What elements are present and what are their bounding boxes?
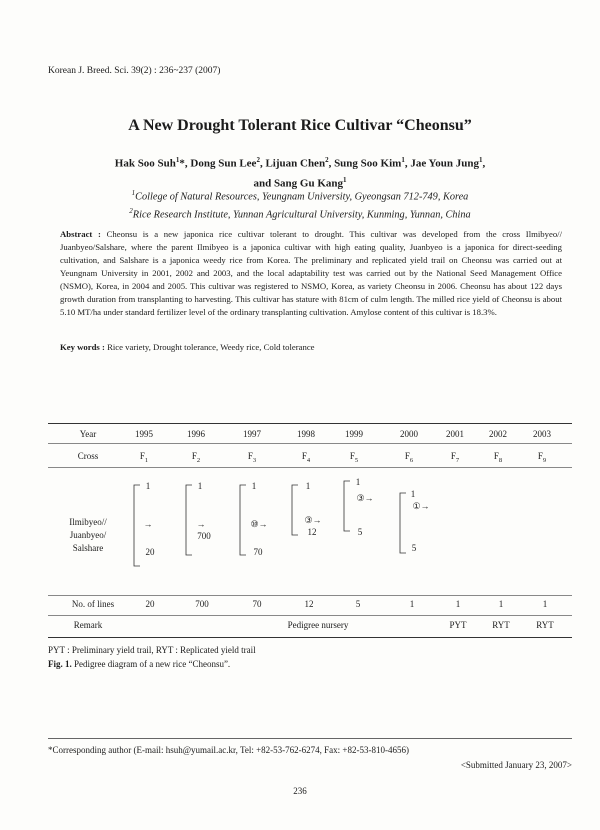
lines-cell: 20 bbox=[145, 599, 155, 609]
submission-date: <Submitted January 23, 2007> bbox=[460, 760, 572, 770]
pedigree-top: 1 bbox=[305, 481, 311, 491]
remark-cell: PYT bbox=[449, 620, 467, 630]
corresponding-author-footnote: *Corresponding author (E-mail: hsuh@yumail.ac.kr, Tel: +82-53-762-6274, Fax: +82-53-810-4656) bbox=[48, 745, 409, 755]
year-label: Year bbox=[79, 429, 97, 439]
year-cell: 1995 bbox=[135, 429, 153, 439]
year-cell: 2001 bbox=[446, 429, 464, 439]
lines-cell: 5 bbox=[355, 599, 361, 609]
pedigree-bottom: 5 bbox=[357, 527, 363, 537]
bracket bbox=[292, 485, 298, 535]
author: Lijuan Chen bbox=[265, 157, 326, 170]
generation-cell: $F_3$ bbox=[247, 451, 257, 464]
pedigree-bottom: 70 bbox=[253, 547, 263, 557]
lines-cell: 70 bbox=[252, 599, 262, 609]
keywords-label: Key words : bbox=[60, 342, 105, 352]
pedigree-top: 1 bbox=[410, 489, 416, 499]
cross-label: Cross bbox=[77, 451, 99, 461]
figure-caption bbox=[48, 659, 230, 669]
lines-cell: 700 bbox=[195, 599, 209, 609]
figure-caption-text: Pedigree diagram of a new rice “Cheonsu”. bbox=[74, 659, 231, 669]
remark-pedigree: Pedigree nursery bbox=[287, 620, 349, 630]
lines-cell: 1 bbox=[409, 599, 415, 609]
year-cell: 1997 bbox=[243, 429, 261, 439]
pedigree-arrow: ⑩→ bbox=[250, 519, 268, 529]
remark-cell: RYT bbox=[536, 620, 554, 630]
year-cell: 2003 bbox=[533, 429, 551, 439]
year-cell: 2000 bbox=[400, 429, 418, 439]
remark-cell: RYT bbox=[492, 620, 510, 630]
author: Dong Sun Lee bbox=[190, 157, 257, 170]
paper-title: A New Drought Tolerant Rice Cultivar “Cheonsu” bbox=[128, 117, 472, 134]
keywords bbox=[60, 342, 315, 352]
generation-cell: $F_6$ bbox=[404, 451, 414, 464]
generation-cell: $F_1$ bbox=[139, 451, 149, 464]
remark-label: Remark bbox=[73, 620, 103, 630]
author-list: Hak Soo Suh$^1$*, Dong Sun Lee$^2$, Lijuan Chen$^2$, Sung Soo Kim$^1$, Jae Youn Jung$^1$, and Sang Gu Kang$^1$ bbox=[114, 156, 486, 190]
year-cell: 1999 bbox=[345, 429, 363, 439]
lines-cell: 1 bbox=[455, 599, 461, 609]
figure-caption-label: Fig. 1. bbox=[48, 659, 72, 669]
figure-abbreviations: PYT : Preliminary yield trail, RYT : Replicated yield trail bbox=[48, 645, 256, 655]
author: Hak Soo Suh bbox=[114, 157, 176, 170]
lines-label: No. of lines bbox=[71, 599, 115, 609]
pedigree-arrow: → bbox=[196, 519, 206, 529]
abstract-label: Abstract : bbox=[60, 229, 101, 239]
pedigree-top: 1 bbox=[251, 481, 257, 491]
pedigree-bottom: 12 bbox=[307, 527, 317, 537]
lines-cell: 12 bbox=[304, 599, 314, 609]
abstract bbox=[60, 228, 562, 319]
pedigree-arrow: ③→ bbox=[356, 493, 374, 503]
pedigree-bottom: 5 bbox=[411, 543, 417, 553]
affiliation: $^2$Rice Research Institute, Yunnan Agricultural University, Kunming, Yunnan, China bbox=[129, 207, 471, 221]
generation-cell: $F_8$ bbox=[493, 451, 503, 464]
generation-cell: $F_4$ bbox=[301, 451, 311, 464]
bracket bbox=[344, 481, 350, 531]
pedigree-arrow: → bbox=[143, 519, 153, 529]
abstract-text: Cheonsu is a new japonica rice cultivar tolerant to drought. This cultivar was developed from the cross Ilmibyeo// Juanbyeo/Salshare, where the parent Ilmibyeo is a japonica cultivar with high eating quality, Juanbyeo is a japonica for direct-seeding cultivation, and Salshare is a japonica weedy rice from Korea. The preliminary and replicated yield trail on Cheonsu was carried out at Yeungnam University in 2001, 2002 and 2003, and the local adaptability test was carried out by the National Seed Management Office (NSMO), Korea, in 2004 and 2005. This cultivar was registered to NSMO, Korea, as variety Cheonsu in 2006. Cheonsu has about 122 days growth duration from transplanting to harvesting. This cultivar has stature with 81cm of culm length. The milled rice yield of Cheonsu is about 5.10 MT/ha under standard fertilizer level of the ordinary transplanting cultivation. Amylose content of this cultivar is 18.3%. bbox=[60, 229, 562, 317]
author: and Sang Gu Kang bbox=[253, 177, 344, 190]
year-cell: 1996 bbox=[187, 429, 205, 439]
affiliations bbox=[60, 186, 540, 223]
generation-cell: $F_9$ bbox=[537, 451, 547, 464]
keywords-text: Rice variety, Drought tolerance, Weedy rice, Cold tolerance bbox=[107, 342, 315, 352]
pedigree-bottom: 20 bbox=[145, 547, 155, 557]
footnote-rule bbox=[48, 738, 572, 739]
journal-citation: Korean J. Breed. Sci. 39(2) : 236~237 (2007) bbox=[48, 66, 221, 76]
lines-cell: 1 bbox=[542, 599, 548, 609]
year-cell: 2002 bbox=[489, 429, 507, 439]
author: Sung Soo Kim bbox=[334, 157, 402, 170]
pedigree-arrow: ①→ bbox=[412, 501, 430, 511]
page-number: 236 bbox=[293, 786, 307, 796]
pedigree-top: 1 bbox=[197, 481, 203, 491]
lines-cell: 1 bbox=[498, 599, 504, 609]
affiliation: $^1$College of Natural Resources, Yeungnam University, Gyeongsan 712-749, Korea bbox=[131, 189, 469, 203]
generation-cell: $F_5$ bbox=[349, 451, 359, 464]
pedigree-top: 1 bbox=[355, 477, 361, 487]
author: Jae Youn Jung bbox=[410, 157, 479, 170]
cross-name: Ilmibyeo// Juanbyeo/ Salshare bbox=[69, 517, 107, 553]
year-cell: 1998 bbox=[297, 429, 315, 439]
table-bottom-rule bbox=[48, 637, 572, 638]
generation-cell: $F_7$ bbox=[450, 451, 460, 464]
pedigree-bottom: 700 bbox=[197, 531, 211, 541]
pedigree-arrow: ③→ bbox=[304, 515, 322, 525]
pedigree-figure bbox=[48, 423, 572, 637]
pedigree-top: 1 bbox=[145, 481, 151, 491]
generation-cell: $F_2$ bbox=[191, 451, 201, 464]
